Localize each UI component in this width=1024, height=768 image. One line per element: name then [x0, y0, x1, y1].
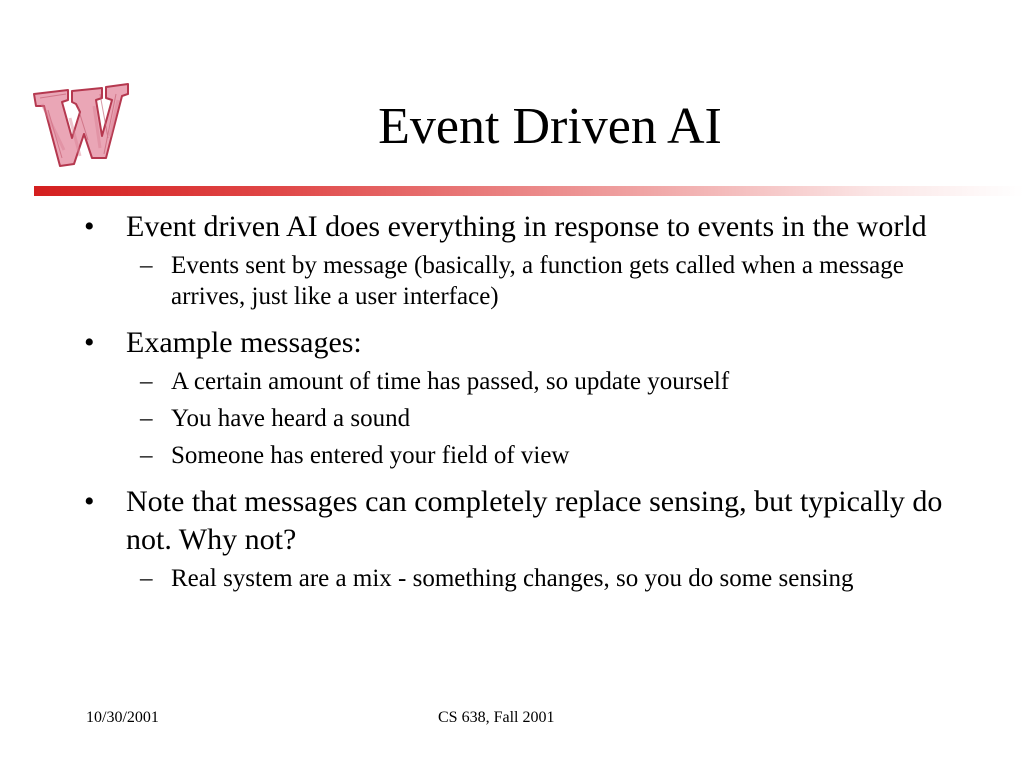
bullet-text: Example messages: — [126, 326, 362, 359]
bullet-marker: • — [84, 326, 95, 359]
sub-bullet-list — [126, 250, 980, 312]
bullet-marker: • — [84, 485, 95, 518]
slide-title: Event Driven AI — [378, 98, 722, 155]
sub-bullet-text: A certain amount of time has passed, so update yourself — [171, 368, 730, 395]
sub-bullet-list — [126, 366, 980, 471]
sub-bullet-item — [126, 403, 980, 434]
sub-bullet-text: Real system are a mix - something changes, so you do some sensing — [171, 565, 854, 592]
bullet-item — [80, 208, 980, 312]
bullet-list — [80, 208, 980, 594]
bullet-item — [80, 324, 980, 471]
bullet-marker: • — [84, 210, 95, 243]
sub-bullet-item — [126, 563, 980, 594]
sub-bullet-text: Events sent by message (basically, a function gets called when a message arrives, just like a user interface) — [171, 252, 904, 310]
sub-bullet-list — [126, 563, 980, 594]
sub-bullet-marker: – — [140, 442, 153, 469]
footer-date: 10/30/2001 — [86, 709, 159, 726]
footer-course: CS 638, Fall 2001 — [438, 709, 555, 726]
sub-bullet-marker: – — [140, 368, 153, 395]
bullet-item — [80, 483, 980, 594]
sub-bullet-item — [126, 250, 980, 312]
bullet-text: Event driven AI does everything in response to events in the world — [126, 210, 927, 243]
bullet-text: Note that messages can completely replace sensing, but typically do not. Why not? — [126, 485, 943, 556]
sub-bullet-item — [126, 366, 980, 397]
sub-bullet-item — [126, 440, 980, 471]
sub-bullet-text: You have heard a sound — [171, 405, 411, 432]
sub-bullet-marker: – — [140, 252, 153, 279]
title-divider — [34, 186, 1024, 196]
sub-bullet-marker: – — [140, 405, 153, 432]
sub-bullet-text: Someone has entered your field of view — [171, 442, 570, 469]
university-w-logo-icon — [28, 78, 132, 176]
sub-bullet-marker: – — [140, 565, 153, 592]
